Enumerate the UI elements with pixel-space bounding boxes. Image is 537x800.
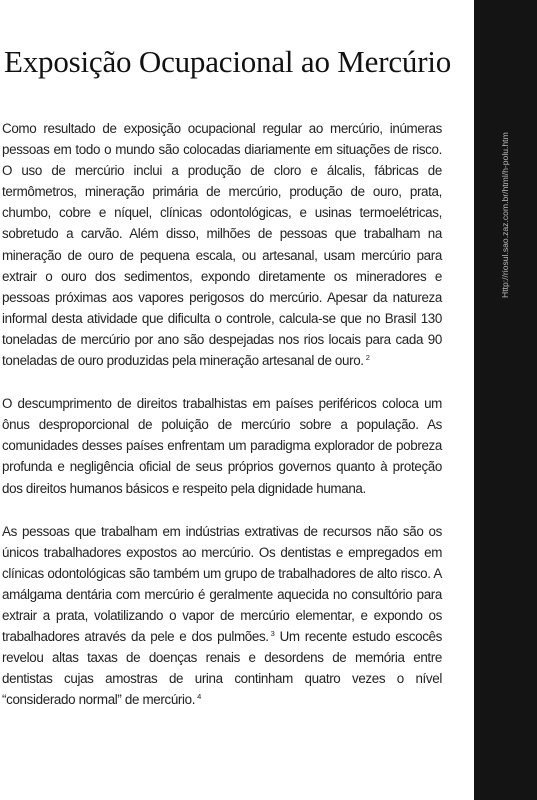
paragraph-2 xyxy=(2,393,442,498)
source-url-text: Http://riosul.sao.zaz.com.br/html/h-polu.htm xyxy=(500,132,510,298)
paragraph-3-text-start: As pessoas que trabalham em indústrias extrativas de recursos não são os únicos trabalhadores expostos ao mercúrio. Os dentistas e empregados em clínicas odontológicas são também um grupo de trabalhadores de alto risco. A amálgama dentária com mercúrio é geralmente aquecida no consultório para extrair a prata, volatilizando o vapor de mercúrio elementar, e expondo os trabalhadores através da pele e dos pulmões. xyxy=(2,523,442,645)
paragraph-3 xyxy=(2,521,442,711)
page-title: Exposição Ocupacional ao Mercúrio xyxy=(4,44,452,79)
paragraph-1 xyxy=(2,118,442,371)
paragraph-2-text: O descumprimento de direitos trabalhistas em países periféricos coloca um ônus desproporcional de poluição de mercúrio sobre a população. As comunidades desses países enfrentam um paradigma explorador de pobreza profunda e negligência oficial de seus próprios governos quanto à proteção dos direitos humanos básicos e respeito pela dignidade humana. xyxy=(2,396,442,496)
footnote-marker-4: 4 xyxy=(197,691,201,701)
dark-sidebar xyxy=(474,0,537,800)
footnote-marker-2: 2 xyxy=(365,352,370,362)
footnote-marker-3: 3 xyxy=(270,628,275,638)
paragraph-1-text: Como resultado de exposição ocupacional regular ao mercúrio, inúmeras pessoas em todo o mundo são colocadas diariamente em situações de risco. O uso de mercúrio inclui a produção de cloro e álcalis, fábricas de termômetros, mineração primária de mercúrio, produção de ouro, prata, chumbo, cobre e níquel, clínicas odontológicas, e usinas termoelétricas, sobretudo a carvão. Além disso, milhões de pessoas que trabalham na mineração de ouro de pequena escala, ou artesanal, usam mercúrio para extrair o ouro dos sedimentos, expondo diretamente os mineradores e pessoas próximas aos vapores perigosos do mercúrio. Apesar da natureza informal desta atividade que dificulta o controle, calcula-se que no Brasil 130 toneladas de mercúrio por ano são despejadas nos rios locais para cada 90 toneladas de ouro produzidas pela mineração artesanal de ouro. xyxy=(2,121,442,369)
article-body xyxy=(2,118,442,732)
paragraph-3-text-end: Um recente estudo escocês revelou altas taxas de doenças renais e desordens de memória entre dentistas cujas amostras de urina continham quatro vezes o nível “considerado normal” de mercúrio. xyxy=(2,629,442,708)
